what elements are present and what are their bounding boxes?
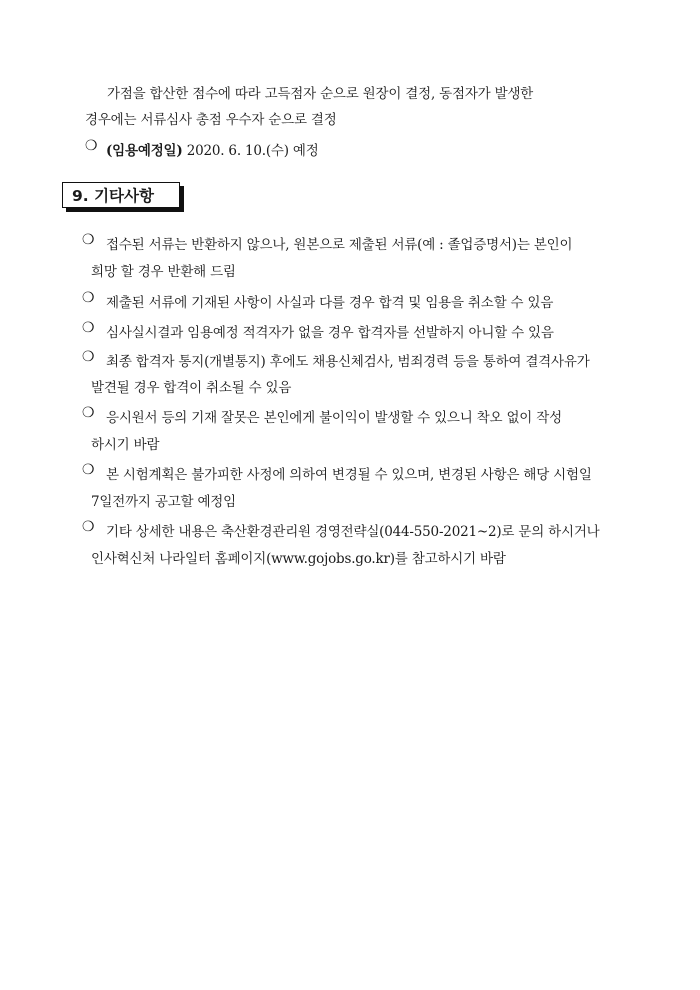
bullet-icon: ❍ bbox=[82, 462, 95, 478]
appointment-line bbox=[106, 139, 319, 159]
bullet-icon: ❍ bbox=[82, 290, 95, 306]
section-heading: 9. 기타사항 bbox=[72, 187, 154, 205]
item-6-line-1: 본 시험계획은 불가피한 사정에 의하여 변경될 수 있으며, 변경된 사항은 해당 시험일 bbox=[106, 467, 592, 483]
item-5-line-1: 응시원서 등의 기재 잘못은 본인에게 불이익이 발생할 수 있으니 착오 없이 작성 bbox=[106, 410, 562, 426]
bullet-icon: ❍ bbox=[82, 349, 95, 365]
item-7-line-2: 인사혁신처 나라일터 홈페이지(www.gojobs.go.kr)를 참고하시기 바람 bbox=[91, 551, 506, 567]
item-2-line-1: 제출된 서류에 기재된 사항이 사실과 다를 경우 합격 및 임용을 취소할 수 있음 bbox=[106, 295, 554, 311]
item-4-line-1: 최종 합격자 통지(개별통지) 후에도 채용신체검사, 범죄경력 등을 통하여 결격사유가 bbox=[106, 354, 590, 370]
continuation-line-2: 경우에는 서류심사 총점 우수자 순으로 결정 bbox=[85, 112, 337, 128]
item-1-line-1: 접수된 서류는 반환하지 않으나, 원본으로 제출된 서류(예 : 졸업증명서)는 본인이 bbox=[106, 237, 573, 253]
item-4-line-2: 발견될 경우 합격이 취소될 수 있음 bbox=[91, 380, 292, 396]
item-1-line-2: 희망 할 경우 반환해 드림 bbox=[91, 264, 236, 280]
bullet-icon: ❍ bbox=[82, 320, 95, 336]
item-5-line-2: 하시기 바람 bbox=[91, 437, 160, 453]
appointment-label: (임용예정일) bbox=[106, 143, 183, 159]
bullet-icon: ❍ bbox=[82, 405, 95, 421]
bullet-icon: ❍ bbox=[85, 138, 98, 154]
bullet-icon: ❍ bbox=[82, 519, 95, 535]
appointment-value: 2020. 6. 10.(수) 예정 bbox=[186, 143, 319, 159]
section-heading-box bbox=[62, 182, 180, 208]
item-6-line-2: 7일전까지 공고할 예정임 bbox=[91, 494, 236, 510]
bullet-icon: ❍ bbox=[82, 232, 95, 248]
item-3-line-1: 심사실시결과 임용예정 적격자가 없을 경우 합격자를 선발하지 아니할 수 있음 bbox=[106, 325, 554, 341]
continuation-line-1: 가점을 합산한 점수에 따라 고득점자 순으로 원장이 결정, 동점자가 발생한 bbox=[107, 86, 534, 102]
item-7-line-1: 기타 상세한 내용은 축산환경관리원 경영전략실(044-550-2021~2)로 문의 하시거나 bbox=[106, 524, 600, 540]
